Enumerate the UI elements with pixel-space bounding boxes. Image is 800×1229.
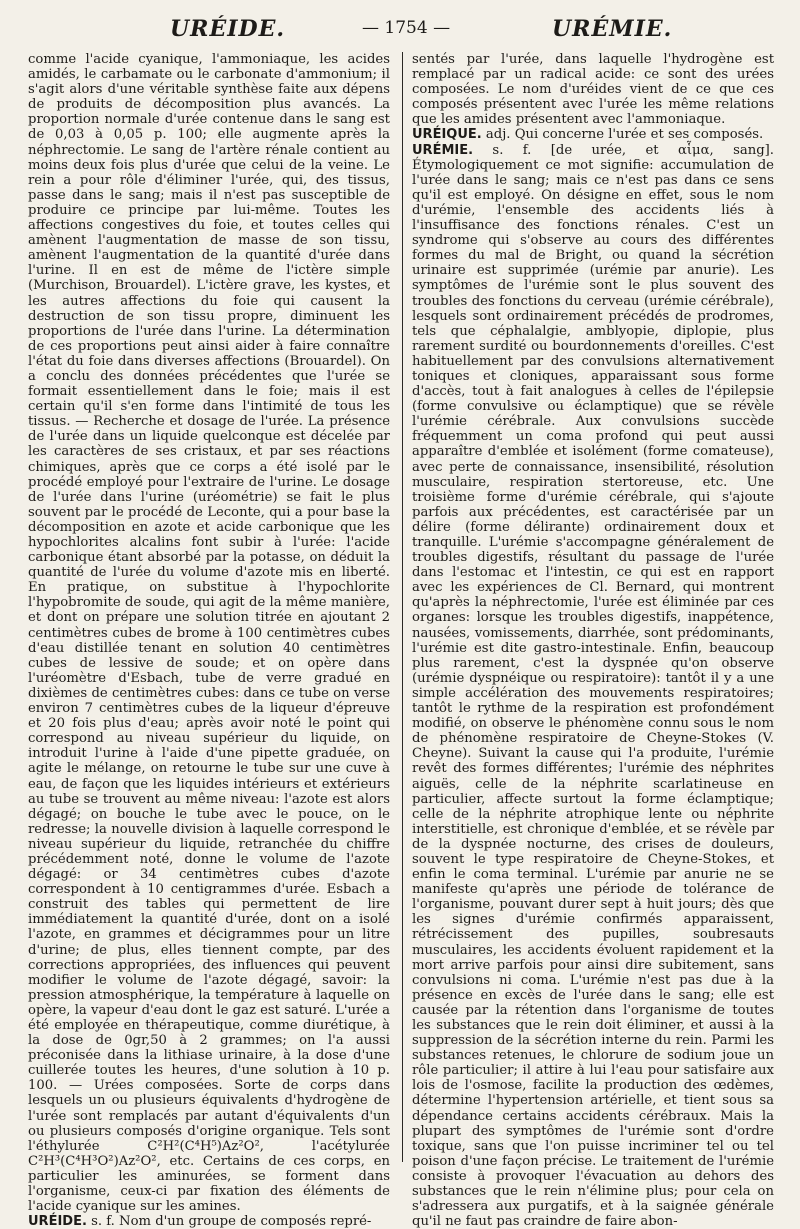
running-head-left: URÉIDE. — [170, 16, 286, 42]
entry-ureide-continued: sentés par l'urée, dans laquelle l'hydrogène est remplacé par un radical acide: ce sont des urées composées. Le nom d'uréides vient de ce que ces composés présentent avec l'urée les même relations que les amides présentent avec l'ammoniaque. — [412, 52, 774, 128]
entry-text: adj. Qui concerne l'urée et ses composés. — [481, 127, 764, 143]
column-divider — [402, 52, 403, 1162]
page-number: — 1754 — — [362, 18, 451, 38]
entry-uree-continued: comme l'acide cyanique, l'ammoniaque, les acides amidés, le carbamate ou le carbonate d'ammonium; il s'agit alors d'une véritable synthèse faite aux dépens de produits de décomposition plus avancés. La proportion normale d'urée contenue dans le sang est de 0,03 à 0,05 p. 100; elle augmente après la néphrectomie. Le sang de l'artère rénale contient au moins deux fois plus d'urée que celui de la veine. Le rein a pour rôle d'éliminer l'urée, qui, des tissus, passe dans le sang; mais il n'est pas susceptible de produire ce principe par lui-même. Toutes les affections congestives du foie, et toutes celles qui amènent l'augmentation de masse de son tissu, amènent l'augmentation de la quantité d'urée dans l'urine. Il en est de même de l'ictère simple (Murchison, Brouardel). L'ictère grave, les kystes, et les autres affections du foie qui causent la destruction de son tissu propre, diminuent les proportions de l'urée dans l'urine. La détermination de ces proportions peut ainsi aider à faire connaître l'état du foie dans diverses affections (Brouardel). On a conclu des données précédentes que l'urée se formait essentiellement dans le foie; mais il est certain qu'il s'en forme dans l'intimité de tous les tissus. — Recherche et dosage de l'urée. La présence de l'urée dans un liquide quelconque est décelée par les caractères de ses cristaux, et par ses réactions chimiques, après que ce corps a été isolé par le procédé employé pour l'extraire de l'urine. Le dosage de l'urée dans l'urine (uréométrie) se fait le plus souvent par le procédé de Leconte, qui a pour base la décomposition en azote et acide carbonique que les hypochlorites alcalins font subir à l'urée: l'acide carbonique étant absorbé par la potasse, on déduit la quantité de l'urée du volume d'azote mis en liberté. En pratique, on substitue à l'hypochlorite l'hypobromite de soude, qui agit de la même manière, et dont on prépare une solution titrée en ajoutant 2 centimètres cubes de brome à 100 centimètres cubes d'eau distillée tenant en solution 40 centimètres cubes de lessive de soude; et on opère dans l'uréomètre d'Esbach, tube de verre gradué en dixièmes de centimètres cubes: dans ce tube on verse environ 7 centimètres cubes de la liqueur d'épreuve et 20 fois plus d'eau; après avoir noté le point qui correspond au niveau supérieur du liquide, on introduit l'urine à l'aide d'une pipette graduée, on agite le mélange, on retourne le tube sur une cuve à eau, de façon que les liquides intérieurs et extérieurs au tube se trouvent au même niveau: l'azote est alors dégagé; on bouche le tube avec le pouce, on le redresse; la nouvelle division à laquelle correspond le niveau supérieur du liquide, retranchée du chiffre précédemment noté, donne le volume de l'azote dégagé: or 34 centimètres cubes d'azote correspondent à 10 centigrammes d'urée. Esbach a construit des tables qui permettent de lire immédiatement la quantité d'urée, dont on a isolé l'azote, en grammes et décigrammes pour un litre d'urine; de plus, elles tiennent compte, par des corrections appropriées, des influences qui peuvent modifier le volume de l'azote dégagé, savoir: la pression atmosphérique, la température à laquelle on opère, la vapeur d'eau dont le gaz est saturé. L'urée a été employée en thérapeutique, comme diurétique, à la dose de 0gr,50 à 2 grammes; on l'a aussi préconisée dans la lithiase urinaire, à la dose d'une cuillerée toutes les heures, d'une solution à 10 p. 100. — Urées composées. Sorte de corps dans lesquels un ou plusieurs équivalents d'hydrogène de l'urée sont remplacés par autant d'équivalents d'un ou plusieurs composés d'origine organique. Tels sont l'éthylurée C²H²(C⁴H⁵)Az²O², l'acétylurée C²H³(C⁴H³O²)Az²O², etc. Certains de ces corps, en particulier les aminurées, se forment dans l'organisme, ceux-ci par fixation des éléments de l'acide cyanique sur les amines. — [28, 52, 390, 1215]
entry-text: s. f. [de urée, et αἷμα, sang]. Étymologiquement ce mot signifie: accumulation de l'urée dans le sang; mais ce n'est pas dans ce sens qu'il est employé. On désigne en effet, sous le nom d'urémie, l'ensemble des accidents liés à l'insuffisance des fonctions rénales. C'est un syndrome qui s'observe au cours des différentes formes du mal de Bright, ou quand la sécrétion urinaire est supprimée (urémie par anurie). Les symptômes de l'urémie sont le plus souvent des troubles des fonctions du cerveau (urémie cérébrale), lesquels sont ordinairement précédés de prodromes, tels que céphalalgie, amblyopie, diplopie, plus rarement surdité ou bourdonnements d'oreilles. C'est habituellement par des convulsions alternativement toniques et cloniques, apparaissant sous forme d'accès, tout à fait analogues à celles de l'épilepsie (forme convulsive ou éclamptique) que se révèle l'urémie cérébrale. Aux convulsions succède fréquemment un coma profond qui peut aussi apparaître d'emblée et isolément (forme comateuse), avec perte de connaissance, insensibilité, résolution musculaire, respiration stertoreuse, etc. Une troisième forme d'urémie cérébrale, qui s'ajoute parfois aux précédentes, est caractérisée par un délire (forme délirante) ordinairement doux et tranquille. L'urémie s'accompagne généralement de troubles digestifs, résultant du passage de l'urée dans l'estomac et l'intestin, ce qui est en rapport avec les expériences de Cl. Bernard, qui montrent qu'après la néphrectomie, l'urée est éliminée par ces organes: lorsque les troubles digestifs, inappétence, nausées, vomissements, diarrhée, sont prédominants, l'urémie est dite gastro-intestinale. Enfin, beaucoup plus rarement, c'est la dyspnée qu'on observe (urémie dyspnéique ou respiratoire): tantôt il y a une simple accélération des mouvements respiratoires; tantôt le rythme de la respiration est profondément modifié, on observe le phénomène connu sous le nom de phénomène respiratoire de Cheyne-Stokes (V. Cheyne). Suivant la cause qui l'a produite, l'urémie revêt des formes différentes; l'urémie des néphrites aiguës, celle de la néphrite scarlatineuse en particulier, affecte surtout la forme éclamptique; celle de la néphrite atrophique lente ou néphrite interstitielle, est chronique d'emblée, et se révèle par de la dyspnée nocturne, des crises de douleurs, souvent le type respiratoire de Cheyne-Stokes, et enfin le coma terminal. L'urémie par anurie ne se manifeste qu'après une période de tolérance de l'organisme, pouvant durer sept à huit jours; dès que les signes d'urémie confirmés apparaissent, rétrécissement des pupilles, soubresauts musculaires, les accidents évoluent rapidement et la mort arrive parfois pour ainsi dire subitement, sans convulsions ni coma. L'urémie n'est pas due à la présence en excès de l'urée dans le sang; elle est causée par la rétention dans l'organisme de toutes les substances que le rein doit éliminer, et aussi à la suppression de la sécrétion interne du rein. Parmi les substances retenues, le chlorure de sodium joue un rôle particulier; il attire à lui l'eau pour satisfaire aux lois de l'osmose, facilite la production des œdèmes, détermine l'hypertension artérielle, et tient sous sa dépendance certains accidents cérébraux. Mais la plupart des symptômes de l'urémie sont d'ordre toxique, sans que l'on puisse incriminer tel ou tel poison d'une façon précise. Le traitement de l'urémie consiste à provoquer l'évacuation au dehors des substances que le rein n'élimine plus; pour cela on s'adressera aux purgatifs, et à la saignée générale qu'il ne faut pas craindre de faire abon- — [412, 142, 774, 1229]
left-column — [28, 52, 390, 1229]
right-column — [412, 52, 774, 1229]
entry-text: s. f. Nom d'un groupe de composés repré- — [86, 1214, 372, 1229]
entry-uremie — [412, 143, 774, 1229]
running-head-right: URÉMIE. — [552, 16, 673, 42]
entry-ureique — [412, 127, 774, 142]
entry-headword: URÉIDE. — [28, 1214, 87, 1229]
entry-headword: URÉIQUE. — [412, 127, 482, 143]
entry-headword: URÉMIE. — [412, 142, 474, 158]
entry-ureide — [28, 1214, 390, 1229]
page-header — [0, 16, 800, 50]
